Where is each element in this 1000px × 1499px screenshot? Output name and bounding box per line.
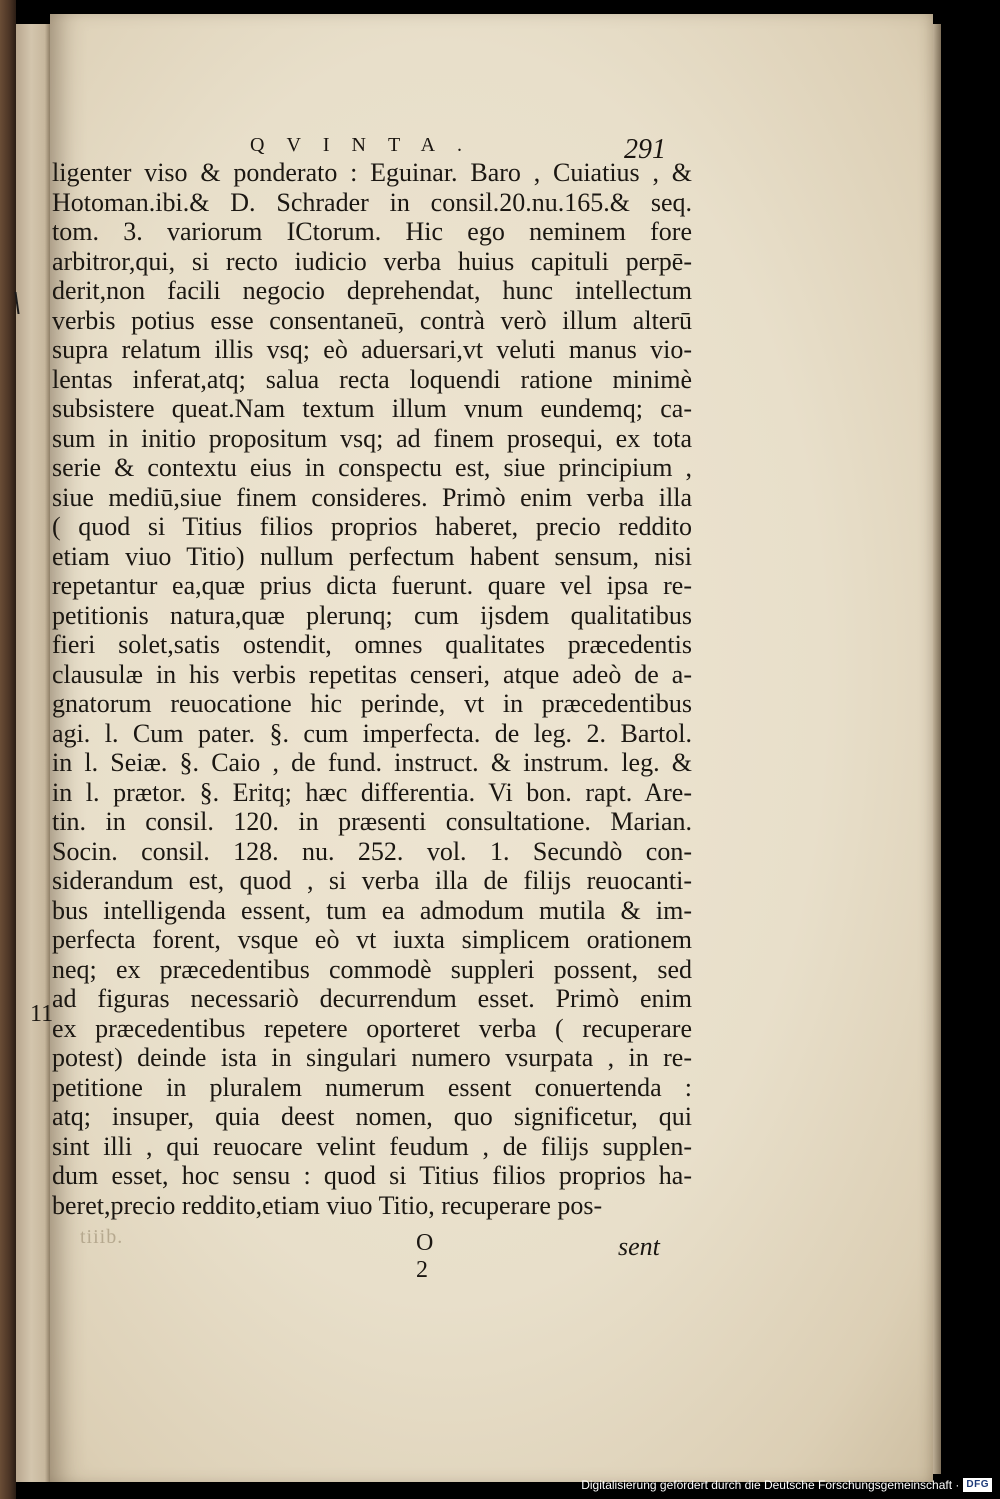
text-line: repetantur ea,quæ prius dicta fuerunt. quare vel ipsa re-: [52, 571, 692, 600]
digitization-footer: [581, 1477, 992, 1493]
signature-mark: O 2: [416, 1230, 446, 1283]
text-line: verbis potius esse consentaneū, contrà verò illum alterū: [52, 305, 692, 335]
text-line: bus intelligenda essent, tum ea admodum mutila & im-: [52, 895, 692, 925]
text-line: subsistere queat.Nam textum illum vnum eundemq; ca-: [52, 394, 692, 423]
text-line: beret,precio reddito,etiam viuo Titio, recuperare pos-: [52, 1190, 603, 1220]
bleed-through-text: tiiib.: [80, 1226, 124, 1248]
text-line: atq; insuper, quia deest nomen, quo significetur, qui: [52, 1102, 692, 1131]
text-line: sint illi , qui reuocare velint feudum , de filijs supplen-: [52, 1131, 692, 1161]
text-line: Socin. consil. 128. nu. 252. vol. 1. Secundò con-: [52, 836, 692, 866]
text-line: serie & contextu eius in conspectu est, siue principium ,: [52, 453, 692, 482]
text-line: ligenter viso & ponderato : Eguinar. Baro , Cuiatius , &: [52, 158, 692, 187]
margin-note-number: 11: [30, 1001, 54, 1027]
text-line: supra relatum illis vsq; eò aduersari,vt veluti manus vio-: [52, 335, 692, 364]
text-line: in l. prætor. §. Eritq; hæc differentia. Vi bon. rapt. Are-: [52, 777, 692, 807]
page-fore-edge: [933, 24, 941, 1474]
text-line: ( quod si Titius filios proprios haberet, precio reddito: [52, 512, 692, 541]
text-line: potest) deinde ista in singulari numero vsurpata , in re-: [52, 1043, 692, 1072]
text-line: siderandum est, quod , si verba illa de filijs reuocanti-: [52, 866, 692, 895]
text-line: lentas inferat,atq; salua recta loquendi ratione minimè: [52, 364, 692, 394]
text-line: ex præcedentibus repetere oporteret verba ( recuperare: [52, 1013, 692, 1043]
page-number: 291: [624, 134, 666, 165]
text-line: petitionis natura,quæ plerunq; cum ijsdem qualitatibus: [52, 600, 692, 630]
text-line: perfecta forent, vsque eò vt iuxta simplicem orationem: [52, 925, 692, 954]
text-line: tom. 3. variorum ICtorum. Hic ego neminem fore: [52, 217, 692, 246]
text-line: sum in initio propositum vsq; ad finem prosequi, ex tota: [52, 423, 692, 453]
text-line: agi. l. Cum pater. §. cum imperfecta. de leg. 2. Bartol.: [52, 718, 692, 748]
text-line: Hotoman.ibi.& D. Schrader in consil.20.nu.165.& seq.: [52, 187, 692, 217]
text-line: clausulæ in his verbis repetitas censeri, atque adeò de a-: [52, 659, 692, 689]
digitization-notice: Digitalisierung gefördert durch die Deutsche Forschungsgemeinschaft ·: [581, 1478, 960, 1492]
text-line: ad figuras necessariò decurrendum esset. Primò enim: [52, 984, 692, 1013]
text-line: tin. in consil. 120. in præsenti consultatione. Marian.: [52, 807, 692, 836]
running-title: QVINTA.: [250, 134, 485, 156]
dfg-logo: DFG: [963, 1478, 992, 1492]
text-line: dum esset, hoc sensu : quod si Titius filios proprios ha-: [52, 1161, 692, 1190]
text-line: fieri solet,satis ostendit, omnes qualitates præcedentis: [52, 630, 692, 659]
text-line: arbitror,qui, si recto iudicio verba huius capituli perpē-: [52, 246, 692, 276]
text-line: gnatorum reuocatione hic perinde, vt in præcedentibus: [52, 689, 692, 718]
text-line: in l. Seiæ. §. Caio , de fund. instruct. & instrum. leg. &: [52, 748, 692, 777]
margin-bracket-mark: [14, 292, 25, 314]
body-text: [52, 158, 692, 1220]
text-line: petitione in pluralem numerum essent conuertenda :: [52, 1072, 692, 1102]
catchword: sent: [618, 1232, 660, 1261]
book-cover-edge: [0, 0, 16, 1499]
text-line: siue mediū,siue finem consideres. Primò enim verba illa: [52, 482, 692, 512]
text-line: etiam viuo Titio) nullum perfectum habent sensum, nisi: [52, 541, 692, 571]
text-line: neq; ex præcedentibus commodè suppleri possent, sed: [52, 954, 692, 984]
text-line: derit,non facili negocio deprehendat, hunc intellectum: [52, 276, 692, 305]
facing-page-edge: [16, 24, 50, 1482]
